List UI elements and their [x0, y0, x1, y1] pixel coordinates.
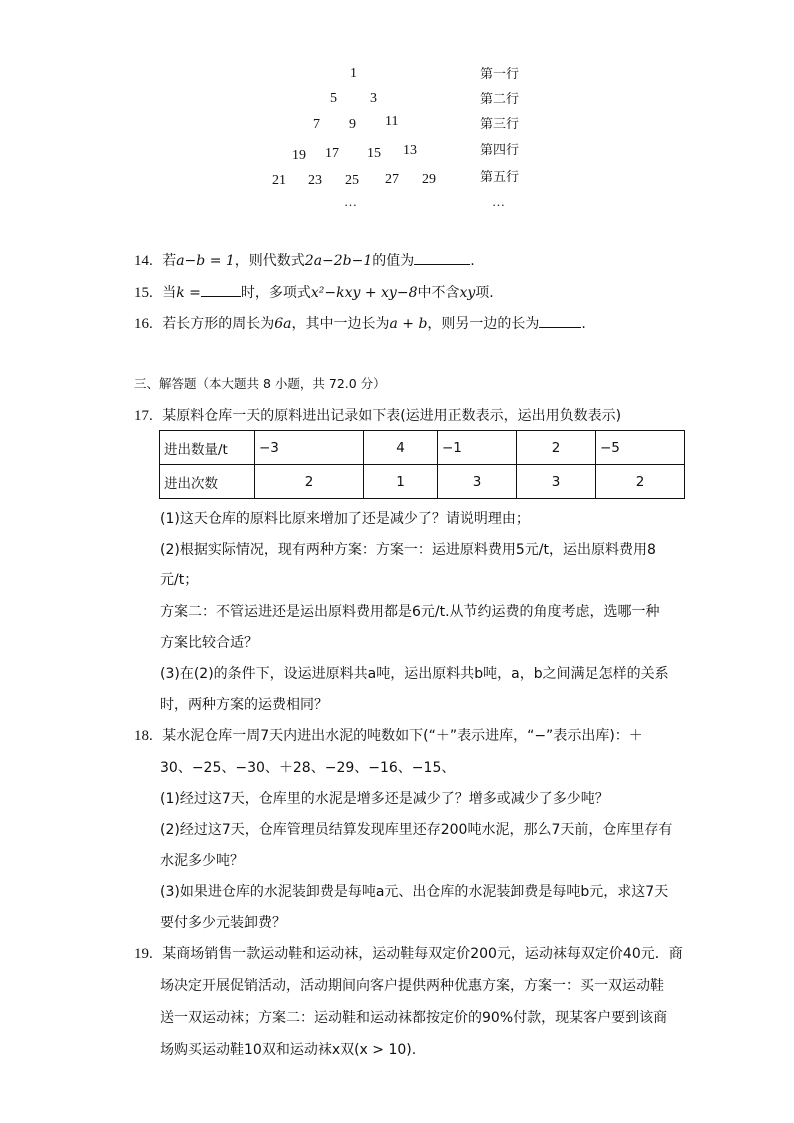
text: . [470, 253, 475, 269]
triangle-number: 25 [345, 173, 359, 188]
text: ，则代数式 [234, 253, 305, 269]
triangle-number: 7 [313, 117, 320, 132]
q18-values: 30、−25、−30、＋28、−29、−16、−15、 [160, 760, 456, 776]
question-number: 14. [134, 253, 153, 269]
question-15 [134, 282, 494, 302]
table-cell: 2 [255, 465, 364, 499]
question-number: 18. [134, 728, 153, 744]
triangle-number: 3 [370, 91, 377, 106]
triangle-number: 23 [308, 173, 322, 188]
math-expression: xy [459, 285, 476, 301]
triangle-number: 11 [385, 114, 399, 129]
table-header-cell: 进出数量/t [160, 431, 255, 465]
question-number: 19. [134, 946, 153, 962]
text: 的值为 [372, 253, 415, 269]
table-cell: −5 [596, 431, 685, 465]
row-label: 第二行 [480, 92, 520, 107]
q17-part3-cont: 时，两种方案的运费相同？ [160, 697, 328, 713]
text: 中不含 [417, 285, 460, 301]
answer-blank[interactable] [201, 284, 241, 297]
text: 若 [162, 253, 177, 269]
section-heading: 三、解答题（本大题共 8 小题，共 72.0 分） [134, 376, 386, 391]
row-label: 第四行 [480, 143, 520, 158]
q17-part3: (3)在(2)的条件下，设运进原料共a吨，运出原料共b吨，a，b之间满足怎样的关系 [160, 666, 669, 682]
triangle-number: 13 [403, 143, 417, 158]
answer-blank[interactable] [539, 315, 581, 328]
triangle-number: 1 [350, 66, 357, 81]
text: 若长方形的周长为 [162, 316, 275, 332]
table-cell: 3 [517, 465, 596, 499]
text: ，其中一边长为 [291, 316, 390, 332]
table-row [160, 465, 685, 499]
question-number: 17. [134, 408, 153, 424]
text: ，则另一边的长为 [427, 316, 540, 332]
table-cell: 1 [364, 465, 438, 499]
question-number: 16. [134, 316, 153, 332]
q17-part2-cont: 元/t； [160, 572, 199, 588]
q18-part3-cont: 要付多少元装卸费？ [160, 915, 286, 931]
text: . [581, 316, 586, 332]
text: 项. [475, 285, 494, 301]
math-expression: a−b = 1 [176, 253, 235, 269]
triangle-number: 15 [367, 146, 381, 161]
math-expression: 6a [274, 316, 292, 332]
triangle-ellipsis: … [344, 194, 358, 209]
triangle-number: 17 [325, 146, 339, 161]
math-expression: x²−kxy + xy−8 [310, 285, 418, 301]
q17-plan2-cont: 方案比较合适？ [160, 635, 258, 651]
text: 某水泥仓库一周7天内进出水泥的吨数如下(“＋”表示进库，“−”表示出库)：＋ [162, 728, 643, 744]
q18-part2: (2)经过这7天，仓库管理员结算发现库里还存200吨水泥，那么7天前，仓库里存有 [160, 822, 673, 838]
table-cell: 2 [596, 465, 685, 499]
triangle-number: 5 [330, 91, 337, 106]
math-expression: 2a−2b−1 [304, 253, 373, 269]
math-expression: k = [176, 285, 201, 301]
records-table [159, 430, 685, 499]
table-cell: −3 [255, 431, 364, 465]
table-header-cell: 进出次数 [160, 465, 255, 499]
row-label-ellipsis: … [492, 194, 506, 209]
question-19-stem [134, 943, 683, 963]
triangle-number: 29 [422, 172, 436, 187]
q18-part2-cont: 水泥多少吨？ [160, 853, 244, 869]
q18-part3: (3)如果进仓库的水泥装卸费是每吨a元、出仓库的水泥装卸费是每吨b元，求这7天 [160, 884, 669, 900]
question-number: 15. [134, 285, 153, 301]
text: 当 [162, 285, 177, 301]
triangle-number: 27 [385, 172, 399, 187]
q19-line4: 场购买运动鞋10双和运动袜x双(x > 10). [160, 1042, 417, 1058]
table-row [160, 431, 685, 465]
row-label: 第五行 [480, 170, 520, 185]
row-label: 第三行 [480, 117, 520, 132]
text: 某原料仓库一天的原料进出记录如下表(运进用正数表示，运出用负数表示) [162, 408, 622, 424]
text: 某商场销售一款运动鞋和运动袜，运动鞋每双定价200元，运动袜每双定价40元．商 [162, 946, 683, 962]
math-expression: a + b [389, 316, 428, 332]
table-cell: −1 [438, 431, 517, 465]
q19-line2: 场决定开展促销活动，活动期间向客户提供两种优惠方案，方案一：买一双运动鞋 [160, 978, 664, 994]
question-14 [134, 250, 475, 270]
table-cell: 4 [364, 431, 438, 465]
question-18-stem [134, 725, 643, 745]
q17-part1: (1)这天仓库的原料比原来增加了还是减少了？请说明理由； [160, 511, 530, 527]
triangle-number: 19 [292, 148, 306, 163]
q17-plan2: 方案二：不管运进还是运出原料费用都是6元/t.从节约运费的角度考虑，选哪一种 [160, 604, 660, 620]
table-cell: 3 [438, 465, 517, 499]
answer-blank[interactable] [414, 252, 470, 265]
q18-part1: (1)经过这7天，仓库里的水泥是增多还是减少了？增多或减少了多少吨？ [160, 791, 609, 807]
triangle-number: 9 [349, 117, 356, 132]
question-17-stem [134, 405, 621, 425]
question-16 [134, 313, 586, 333]
q19-line3: 送一双运动袜；方案二：运动鞋和运动袜都按定价的90%付款，现某客户要到该商 [160, 1010, 668, 1026]
text: 时，多项式 [240, 285, 311, 301]
triangle-number: 21 [272, 173, 286, 188]
q17-part2: (2)根据实际情况，现有两种方案：方案一：运进原料费用5元/t，运出原料费用8 [160, 542, 656, 558]
row-label: 第一行 [480, 67, 520, 82]
table-cell: 2 [517, 431, 596, 465]
